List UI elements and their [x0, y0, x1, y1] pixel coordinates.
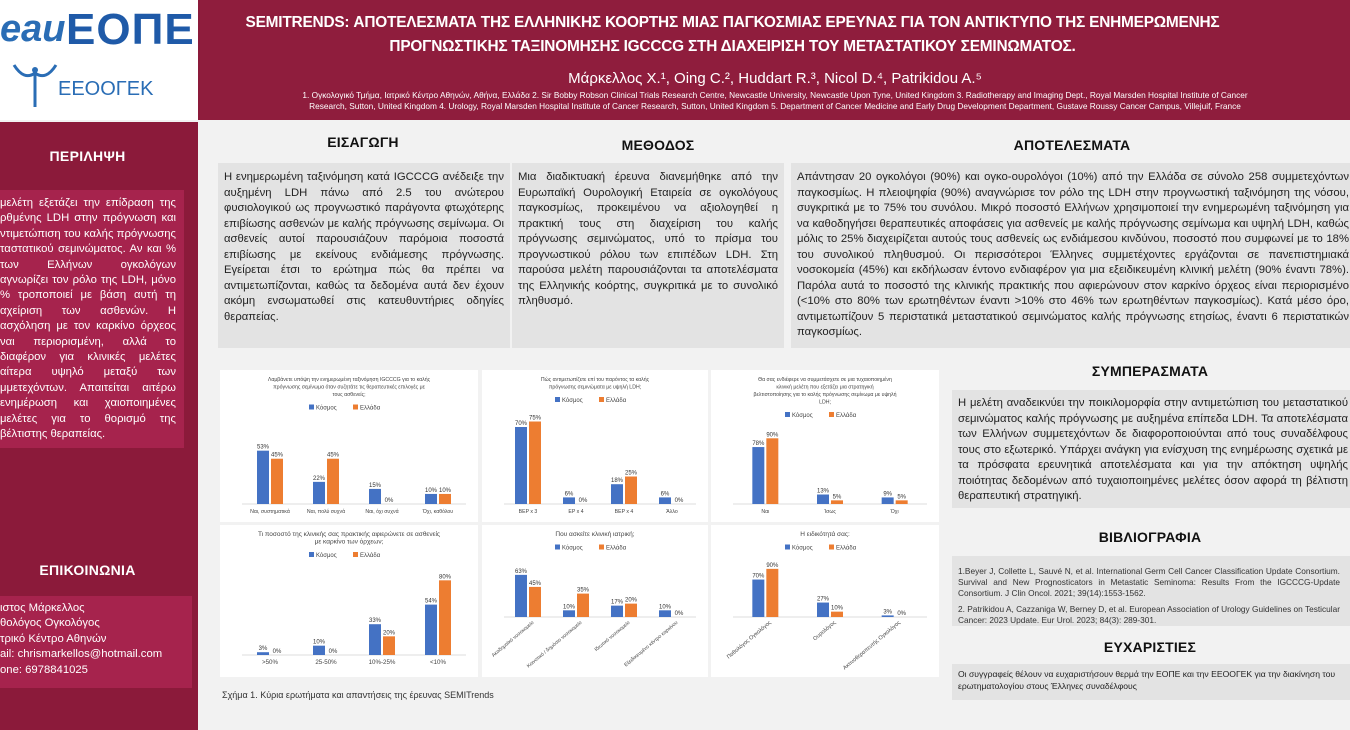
data-label: 20%: [382, 630, 396, 637]
contact-phone: one: 6978841025: [0, 663, 88, 676]
legend-label: Ελλάδα: [360, 553, 381, 559]
bar: [515, 575, 527, 617]
data-label: 6%: [660, 491, 670, 498]
data-label: 15%: [368, 482, 382, 489]
category-label: >50%: [262, 659, 278, 666]
category-label: Ακαδημαϊκό νοσοκομείο: [490, 619, 536, 659]
data-label: 0%: [272, 649, 282, 655]
chart-title-line: πρόγνωσης σεμινώματα με υψηλή LDH;: [548, 384, 642, 391]
data-label: 0%: [674, 498, 684, 504]
data-label: 0%: [578, 498, 588, 504]
category-label: Ουρολόγος: [812, 619, 838, 643]
legend-label: Κόσμος: [562, 398, 583, 404]
legend-label: Ελλάδα: [606, 545, 627, 552]
bar: [831, 500, 843, 504]
chart-trial-interest: [711, 370, 939, 522]
contact-workplace: τρικό Κέντρο Αθηνών: [0, 632, 107, 645]
poster-header: [200, 0, 1350, 120]
data-label: 45%: [270, 452, 284, 459]
chart-title-line: κλινική μελέτη που εξετάζει μια στρατηγική: [776, 384, 874, 391]
contact-box: [0, 596, 192, 688]
data-label: 75%: [528, 415, 542, 422]
data-label: 45%: [528, 580, 542, 587]
legend-label: Κόσμος: [792, 545, 813, 552]
bar: [817, 495, 829, 504]
data-label: 10%: [658, 604, 672, 611]
category-label: Κοινοτικό / δημόσιο νοσοκομείο: [525, 619, 584, 670]
legend-swatch: [353, 552, 358, 557]
category-label: Ακτινοθεραπευτής Ογκολόγος: [842, 619, 902, 672]
bar: [563, 610, 575, 617]
category-label: 10%-25%: [368, 659, 396, 666]
conclusions-text: Η μελέτη αναδεικνύει την ποικιλομορφία στην αντιμετώπιση του μεταστατικού σεμινώματος καλής πρόγνωσης με αυξημένα επίπεδα LDH. Τα αποτελέσματα των Ελλήνων συμμετεχόντων δε διαφοροποιούνται από τους συναδέλφους τους στο εξωτερικό. Υπάρχει ανάγκη για ενίσχυση της ενημέρωσης σχετικά με τα πρόσφατα ερευνητικά αποτελέσματα και για την απόκτηση υψηλής ποιότητας δεδομένων από τυχαιοποιημένες μελέτες όσον αφορά τη βέλτιστη θεραπευτική στρατηγική.: [958, 397, 1348, 502]
data-label: 10%: [438, 487, 452, 494]
reference-2: 2. Patrikidou A, Cazzaniga W, Berney D, et al. European Association of Urology Guidelines on Testicular Cancer: 2023 Update. Eur Urol. 2023; 84(3): 289-301.: [958, 604, 1340, 625]
data-label: 33%: [368, 618, 382, 625]
legend-swatch: [555, 545, 560, 550]
category-label: Ναι, συστηματικά: [250, 509, 290, 515]
data-label: 18%: [610, 478, 624, 485]
chart-practice-share: [220, 525, 478, 677]
results-panel: [791, 163, 1350, 348]
legend-swatch: [309, 552, 314, 557]
eope-logo: ΕΟΠΕ: [66, 5, 195, 54]
bar: [896, 500, 908, 504]
data-label: 63%: [514, 568, 528, 575]
intro-panel: [218, 163, 510, 348]
bar: [882, 615, 894, 617]
legend-swatch: [353, 405, 358, 410]
data-label: 10%: [312, 639, 326, 646]
data-label: 90%: [766, 432, 779, 439]
poster-title-line1: SEMITRENDS: ΑΠΟΤΕΛΕΣΜΑΤΑ ΤΗΣ ΕΛΛΗΝΙΚΗΣ ΚΟΟΡΤΗΣ ΜΙΑΣ ΠΑΓΚΟΣΜΙΑΣ ΕΡΕΥΝΑΣ ΓΙΑ ΤΟΝ ΑΝΤΙΚΤΥΠΟ ΤΗΣ ΕΝΗΜΕΡΩΜΕΝΗΣ: [245, 14, 1220, 31]
poster-title-line2: ΠΡΟΓΝΩΣΤΙΚΗΣ ΤΑΞΙΝΟΜΗΣΗΣ IGCCCG ΣΤΗ ΔΙΑΧΕΙΡΙΣΗ ΤΟΥ ΜΕΤΑΣΤΑΤΙΚΟΥ ΣΕΜΙΝΩΜΑΤΟΣ.: [389, 38, 1076, 55]
chart-title-line: Που ασκείτε κλινική ιατρική;: [555, 531, 635, 538]
chart-title-line: πρόγνωσης σεμίνωμα όταν συζητάτε τις θεραπευτικές επιλογές με: [273, 384, 425, 391]
category-label: 25-50%: [315, 659, 337, 666]
data-label: 5%: [832, 494, 842, 501]
data-label: 13%: [816, 488, 830, 495]
data-label: 3%: [883, 609, 893, 616]
data-label: 20%: [624, 597, 638, 604]
legend-swatch: [555, 397, 560, 402]
data-label: 9%: [883, 491, 893, 498]
bar: [529, 422, 541, 505]
bar: [766, 569, 778, 617]
reference-1: 1.Beyer J, Collette L, Sauvé N, et al. International Germ Cell Cancer Classification Update Consortium. Survival and New Prognosticators in Metastatic Seminoma: Results From the IGCCCG-Update Consortium. J Clin Oncol. 2021; 39(14):1553-1562.: [958, 566, 1340, 598]
results-title: ΑΠΟΤΕΛΕΣΜΑΤΑ: [1013, 137, 1131, 153]
legend-label: Κόσμος: [316, 553, 337, 559]
legend-swatch: [829, 412, 834, 417]
category-label: Όχι: [890, 509, 899, 515]
legend-label: Ελλάδα: [606, 398, 627, 404]
data-label: 0%: [328, 649, 338, 655]
chart-current-treatment: [482, 370, 708, 522]
bar: [625, 604, 637, 617]
summary-title: ΠΕΡΙΛΗΨΗ: [49, 148, 126, 164]
contact-email[interactable]: ail: chrismarkellos@hotmail.com: [0, 648, 163, 661]
sidebar: [0, 122, 198, 730]
chart-title-line: LDH;: [819, 399, 831, 406]
thanks-panel: [952, 664, 1350, 700]
bar: [752, 580, 764, 617]
category-label: Εξειδικευμένο κέντρο καρκίνου: [623, 619, 680, 669]
conclusions-panel: [952, 390, 1350, 508]
data-label: 90%: [766, 562, 779, 569]
chart-title-line: Πώς αντιμετωπίζετε επί του παρόντος τα καλής: [540, 377, 650, 383]
summary-text: μελέτη εξετάζει την επίδραση της ρθμένης LDH στην πρόγνωση και ντιμετώπιση του καλής πρόγνωσης ταστατικού σεμινώματος. Αν και % των Ελλήνων ογκολόγων αγνωρίζει τον ρόλο της LDH, μόνο % τροποποιεί με βάση αυτή τη αχείριση των ασθενών. Η ασχόληση με τον καρκίνο όρχεος ναι περιορισμένη, αλλά το διαφέρον για κλινικές μελέτες αίτερα υψηλό μεταξύ των μμετεχόντων. Απαιτείται αιτέρω ενημέρωση και χαιοποιημένες μελέτες για το θορισμό της βέλτιστης θεραπείας.: [0, 190, 184, 448]
legend-label: Ελλάδα: [360, 405, 381, 412]
data-label: 10%: [562, 604, 576, 611]
bar: [425, 494, 437, 504]
category-label: Ίσως: [824, 509, 836, 515]
bar: [257, 652, 269, 655]
chart-practice-setting: [482, 525, 708, 677]
bar: [625, 477, 637, 505]
legend-label: Ελλάδα: [836, 413, 857, 419]
data-label: 10%: [830, 605, 844, 612]
bar: [752, 447, 764, 504]
legend-label: Κόσμος: [792, 413, 813, 419]
data-label: 27%: [816, 596, 830, 603]
thanks-title: ΕΥΧΑΡΙΣΤΙΕΣ: [1103, 639, 1197, 655]
bar: [425, 605, 437, 655]
methods-text: Μια διαδικτυακή έρευνα διανεμήθηκε από την Ευρωπαϊκή Ουρολογική Εταιρεία σε ογκολόγους παγκοσμίως, προκειμένου να αξιολογηθεί η πρακτική τους στη διαχείριση του καλής πρόγνωσης σεμινώματος, υπό το πρίσμα του προγνωστικού ρόλου των επιπέδων LDH. Στη παρούσα μελέτη παρουσιάζονται τα αποτελέσματα της Ελληνικής κοόρτης, συγκριτικά με το συνολικό πληθυσμό.: [518, 171, 778, 307]
chart-title-line: Η ειδικότητά σας:: [800, 531, 850, 538]
chart-title-line: βελτιστοποίησης για το καλής πρόγνωσης σεμίνωμα με υψηλή: [753, 392, 897, 398]
bar: [659, 497, 671, 504]
chart-title-line: τους ασθενείς;: [332, 392, 366, 398]
authors: Μάρκελλος Χ.¹, Oing C.², Huddart R.³, Nicol D.⁴, Patrikidou A.⁵: [568, 70, 982, 87]
bar: [439, 580, 451, 655]
affiliations-line2: Research, Sutton, United Kingdom 4. Urology, Royal Marsden Hospital Institute of Cancer Research, Sutton, United Kingdom 5. Department of Cancer Medicine and Early Drug Development Department, Gustave Roussy Cancer Campus, Villejuif, France: [309, 101, 1241, 111]
category-label: Παθολόγος Ογκολόγος: [726, 619, 773, 661]
bar: [577, 594, 589, 617]
chart-specialty: [711, 525, 939, 677]
conclusions-title: ΣΥΜΠΕΡΑΣΜΑΤΑ: [1091, 363, 1209, 379]
legend-label: Κόσμος: [562, 545, 583, 552]
bar: [817, 603, 829, 617]
data-label: 17%: [610, 599, 624, 606]
bar: [327, 459, 339, 504]
bar: [439, 494, 451, 504]
data-label: 53%: [256, 444, 270, 451]
results-text: Απάντησαν 20 ογκολόγοι (90%) και ογκο-ουρολόγοι (10%) από την Ελλάδα σε σύνολο 258 συμμετεχόντων παγκοσμίως. Η πλειοψηφία (90%) αναγνώρισε τον ρόλο της LDH στην προγνωστική ταξινόμηση της νόσου, συγκριτικά με το 75% του συνόλου. Μικρό ποσοστό Ελλήνων χρησιμοποιεί την ενημερωμένη ταξινόμηση για να καθοδηγήσει θεραπευτικές αποφάσεις για ασθενείς με καλής πρόγνωσης σεμίνωμα και υψηλή LDH, καθώς μόλις το 25% διαχειρίζεται αυτούς τους ασθενείς ως ενδιάμεσου κινδύνου, ποσοστό που συμφωνεί με το 18% του συνολικού πληθυσμού. Οι περισσότεροι Έλληνες συμμετέχοντες εργάζονται σε πανεπιστημιακά νοσοκομεία (45%) και εκδήλωσαν έντονο ενδιαφέρον για μια εξειδικευμένη κλινική μελέτη (90% έναντι 78%). Παρόλα αυτά το ποσοστό της κλινικής πρακτικής που αφιερώνουν στον καρκίνο όρχεος είναι περιορισμένο (<10% στο 80% των ερωτηθέντων έναντι >10% στο 46% των ερωτηθέντων παγκοσμίως). Κατά μέσο όρο, αντιμετωπίζουν 5 περιστατικά μεταστατικού σεμινώματος καλής πρόγνωσης ετησίως, έναντι 6 περιστατικών παγκοσμίως.: [797, 171, 1349, 338]
chart-title-line: με καρκίνο των όρχεων;: [314, 538, 384, 546]
figure-caption: Σχήμα 1. Κύρια ερωτήματα και απαντήσεις της έρευνας SEMITrends: [222, 690, 494, 700]
data-label: 10%: [424, 487, 438, 494]
bar: [313, 482, 325, 504]
data-label: 6%: [564, 491, 574, 498]
data-label: 54%: [424, 598, 438, 605]
bar: [529, 587, 541, 617]
eeoogek-logo: ΕΕΟΟΓΕΚ: [58, 78, 154, 100]
bar: [659, 610, 671, 617]
contact-title: ΕΠΙΚΟΙΝΩΝΙΑ: [39, 562, 136, 578]
contact-name: ιστος Μάρκελλος: [0, 602, 85, 614]
data-label: 0%: [384, 498, 394, 504]
thanks-text: Οι συγγραφείς θέλουν να ευχαριστήσουν θερμά την ΕΟΠΕ και την ΕΕΟΟΓΕΚ για την διακίνηση του ερωτηματολογίου στους Έλληνες συναδέλφους: [958, 669, 1336, 691]
legend-label: Κόσμος: [316, 405, 337, 412]
category-label: Ναι: [761, 509, 770, 515]
legend-swatch: [829, 545, 834, 550]
data-label: 70%: [752, 573, 765, 580]
bar: [515, 427, 527, 504]
legend-label: Ελλάδα: [836, 545, 857, 552]
chart-igcccg-use: [220, 370, 478, 522]
bar: [369, 624, 381, 655]
legend-swatch: [309, 405, 314, 410]
bar: [257, 451, 269, 504]
category-label: Όχι, καθόλου: [422, 509, 454, 515]
intro-text: Η ενημερωμένη ταξινόμηση κατά IGCCCG ανέδειξε την αυξημένη LDH πάνω από 2.5 του ανώτερου φυσιολογικού ως προγνωστικό παράγοντα φτωχότερης επιβίωσης ασθενών με καλής πρόγνωσης σεμίνωμα. Οι ασθενείς αυτοί παρουσιάζουν παρόμοια ποσοστά επιβίωσης με εκείνους ενδιάμεσης πρόγνωσης. Εγείρεται έτσι το ερώτημα πώς θα πρέπει να αντιμετωπίζονται, καθώς τα δεδομένα αυτά δεν έχουν ακόμη ενσωματωθεί στις κατευθυντήριες οδηγίες θεραπείας.: [224, 171, 504, 323]
methods-panel: [512, 163, 784, 348]
bar: [611, 484, 623, 504]
data-label: 45%: [326, 452, 340, 459]
intro-title: ΕΙΣΑΓΩΓΗ: [327, 134, 399, 150]
category-label: Ναι, πολύ συχνά: [306, 509, 346, 515]
chart-title-line: Θα σας ενδιέφερε να συμμετάσχετε σε μια τυχαιοποιημένη: [758, 377, 892, 383]
logo-area: [0, 0, 200, 120]
category-label: Ιδιωτικό νοσοκομείο: [593, 619, 632, 653]
legend-swatch: [785, 412, 790, 417]
legend-swatch: [599, 397, 604, 402]
affiliations-line1: 1. Ογκολογικό Τμήμα, Ιατρικό Κέντρο Αθηνών, Αθήνα, Ελλάδα 2. Sir Bobby Robson Clinical Trials Research Centre, Newcastle University, Newcastle Upon Tyne, United Kingdom 3. Radiotherapy and Imaging Dept., Royal Marsden Hospital Institute of Cancer: [302, 90, 1248, 100]
bar: [882, 497, 894, 504]
bar: [831, 612, 843, 617]
category-label: EP x 4: [568, 509, 584, 515]
data-label: 25%: [624, 470, 638, 477]
data-label: 3%: [258, 646, 268, 653]
data-label: 35%: [576, 587, 590, 594]
contact-role: θολόγος Ογκολόγος: [0, 617, 100, 630]
chart-title-line: Λαμβάνετε υπόψη την ενημερωμένη ταξινόμηση IGCCCG για το καλής: [267, 377, 431, 383]
data-label: 5%: [897, 494, 907, 501]
data-label: 0%: [674, 611, 684, 617]
eeoogek-emblem-icon: [10, 55, 60, 115]
legend-swatch: [785, 545, 790, 550]
bar: [383, 636, 395, 655]
eau-logo: eau: [0, 8, 66, 50]
category-label: Ναι, όχι συχνά: [365, 509, 399, 515]
data-label: 70%: [514, 421, 528, 427]
category-label: Άλλο: [666, 509, 678, 515]
bar: [271, 459, 283, 504]
category-label: <10%: [430, 659, 446, 666]
data-label: 22%: [312, 475, 326, 482]
bar: [766, 438, 778, 504]
bar: [563, 497, 575, 504]
data-label: 80%: [438, 574, 452, 581]
category-label: BEP x 3: [518, 509, 538, 515]
methods-title: ΜΕΘΟΔΟΣ: [621, 137, 695, 153]
data-label: 0%: [897, 611, 907, 617]
legend-swatch: [599, 545, 604, 550]
references-title: ΒΙΒΛΙΟΓΡΑΦΙΑ: [1098, 529, 1202, 545]
bar: [611, 606, 623, 617]
references-panel: [952, 556, 1350, 626]
chart-title-line: Τι ποσοστό της κλινικής σας πρακτικής αφιερώνετε σε ασθενείς: [257, 531, 441, 538]
category-label: BEP x 4: [614, 509, 634, 515]
bar: [313, 646, 325, 655]
bar: [369, 489, 381, 504]
data-label: 78%: [752, 441, 765, 448]
